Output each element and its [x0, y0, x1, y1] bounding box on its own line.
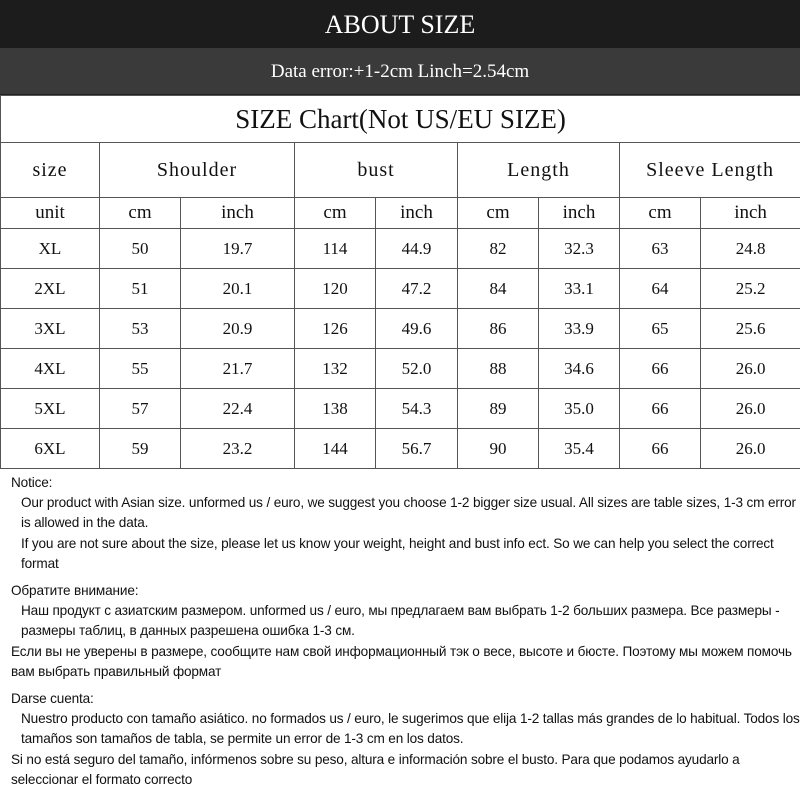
- notice-ru-title: Обратите внимание:: [11, 583, 139, 599]
- table-row: [1, 269, 800, 309]
- size-chart-table: [0, 95, 800, 469]
- value-cell: 20.1: [181, 269, 295, 309]
- size-cell: 5XL: [1, 389, 100, 429]
- value-cell: 66: [620, 429, 701, 469]
- value-cell: 89: [458, 389, 539, 429]
- unit-cell: cm: [458, 198, 539, 229]
- value-cell: 82: [458, 229, 539, 269]
- notice-es-2: Si no está seguro del tamaño, infórmenos sobre su peso, altura e información sobre el busto. Para que podamos ayudarlo a seleccionar el formato correcto: [11, 751, 740, 787]
- value-cell: 51: [100, 269, 181, 309]
- table-row: [1, 229, 800, 269]
- size-cell: 6XL: [1, 429, 100, 469]
- value-cell: 50: [100, 229, 181, 269]
- value-cell: 66: [620, 349, 701, 389]
- header-shoulder: Shoulder: [100, 143, 295, 198]
- value-cell: 66: [620, 389, 701, 429]
- table-title: SIZE Chart(Not US/EU SIZE): [1, 96, 800, 143]
- notice-es-title: Darse cuenta:: [11, 691, 94, 707]
- value-cell: 35.4: [539, 429, 620, 469]
- value-cell: 35.0: [539, 389, 620, 429]
- value-cell: 26.0: [701, 429, 800, 469]
- value-cell: 25.6: [701, 309, 800, 349]
- value-cell: 86: [458, 309, 539, 349]
- unit-cell: inch: [539, 198, 620, 229]
- value-cell: 44.9: [376, 229, 458, 269]
- value-cell: 57: [100, 389, 181, 429]
- value-cell: 33.1: [539, 269, 620, 309]
- header-sleeve-length: Sleeve Length: [620, 143, 800, 198]
- value-cell: 54.3: [376, 389, 458, 429]
- notice-es-1: Nuestro producto con tamaño asiático. no formados us / euro, le sugerimos que elija 1-2 tallas más grandes de lo habitual. Todos los tamaños son tamaños de tabla, se permite un error de 1-3 cm en los datos.: [21, 711, 800, 747]
- header-bust: bust: [295, 143, 458, 198]
- value-cell: 33.9: [539, 309, 620, 349]
- value-cell: 84: [458, 269, 539, 309]
- size-cell: 4XL: [1, 349, 100, 389]
- value-cell: 138: [295, 389, 376, 429]
- value-cell: 22.4: [181, 389, 295, 429]
- value-cell: 120: [295, 269, 376, 309]
- value-cell: 126: [295, 309, 376, 349]
- unit-cell: inch: [701, 198, 800, 229]
- value-cell: 20.9: [181, 309, 295, 349]
- value-cell: 90: [458, 429, 539, 469]
- value-cell: 34.6: [539, 349, 620, 389]
- banner-subtitle: Data error:+1-2cm Linch=2.54cm: [0, 48, 800, 95]
- size-cell: XL: [1, 229, 100, 269]
- value-cell: 53: [100, 309, 181, 349]
- notice-ru-1: Наш продукт с азиатским размером. unformed us / euro, мы предлагаем вам выбрать 1-2 больших размера. Все размеры - размеры таблиц, в данных разрешена ошибка 1-3 см.: [21, 603, 780, 639]
- size-cell: 3XL: [1, 309, 100, 349]
- banner-title: ABOUT SIZE: [0, 0, 800, 48]
- unit-cell: cm: [620, 198, 701, 229]
- value-cell: 49.6: [376, 309, 458, 349]
- value-cell: 132: [295, 349, 376, 389]
- notice-en-2: If you are not sure about the size, please let us know your weight, height and bust info ect. So we can help you select the correct format: [21, 535, 774, 571]
- value-cell: 59: [100, 429, 181, 469]
- value-cell: 55: [100, 349, 181, 389]
- header-length: Length: [458, 143, 620, 198]
- notice-en-1: Our product with Asian size. unformed us / euro, we suggest you choose 1-2 bigger size usual. All sizes are table sizes, 1-3 cm error is allowed in the data.: [21, 495, 796, 531]
- notice-section: [0, 469, 800, 790]
- value-cell: 19.7: [181, 229, 295, 269]
- notice-en-title: Notice:: [11, 475, 53, 490]
- value-cell: 26.0: [701, 389, 800, 429]
- header-size: size: [1, 143, 100, 198]
- unit-cell: unit: [1, 198, 100, 229]
- value-cell: 144: [295, 429, 376, 469]
- unit-cell: cm: [295, 198, 376, 229]
- value-cell: 63: [620, 229, 701, 269]
- value-cell: 88: [458, 349, 539, 389]
- unit-cell: inch: [181, 198, 295, 229]
- value-cell: 64: [620, 269, 701, 309]
- value-cell: 56.7: [376, 429, 458, 469]
- value-cell: 65: [620, 309, 701, 349]
- notice-ru-2: Если вы не уверены в размере, сообщите нам свой информационный тэк о весе, высоте и бюсте. Поэтому мы можем помочь вам выбрать правильный формат: [11, 643, 792, 679]
- table-row: [1, 429, 800, 469]
- size-cell: 2XL: [1, 269, 100, 309]
- value-cell: 32.3: [539, 229, 620, 269]
- table-row: [1, 309, 800, 349]
- value-cell: 21.7: [181, 349, 295, 389]
- table-row: [1, 349, 800, 389]
- value-cell: 25.2: [701, 269, 800, 309]
- unit-cell: cm: [100, 198, 181, 229]
- table-row: [1, 389, 800, 429]
- value-cell: 114: [295, 229, 376, 269]
- value-cell: 24.8: [701, 229, 800, 269]
- value-cell: 52.0: [376, 349, 458, 389]
- unit-cell: inch: [376, 198, 458, 229]
- value-cell: 23.2: [181, 429, 295, 469]
- value-cell: 47.2: [376, 269, 458, 309]
- value-cell: 26.0: [701, 349, 800, 389]
